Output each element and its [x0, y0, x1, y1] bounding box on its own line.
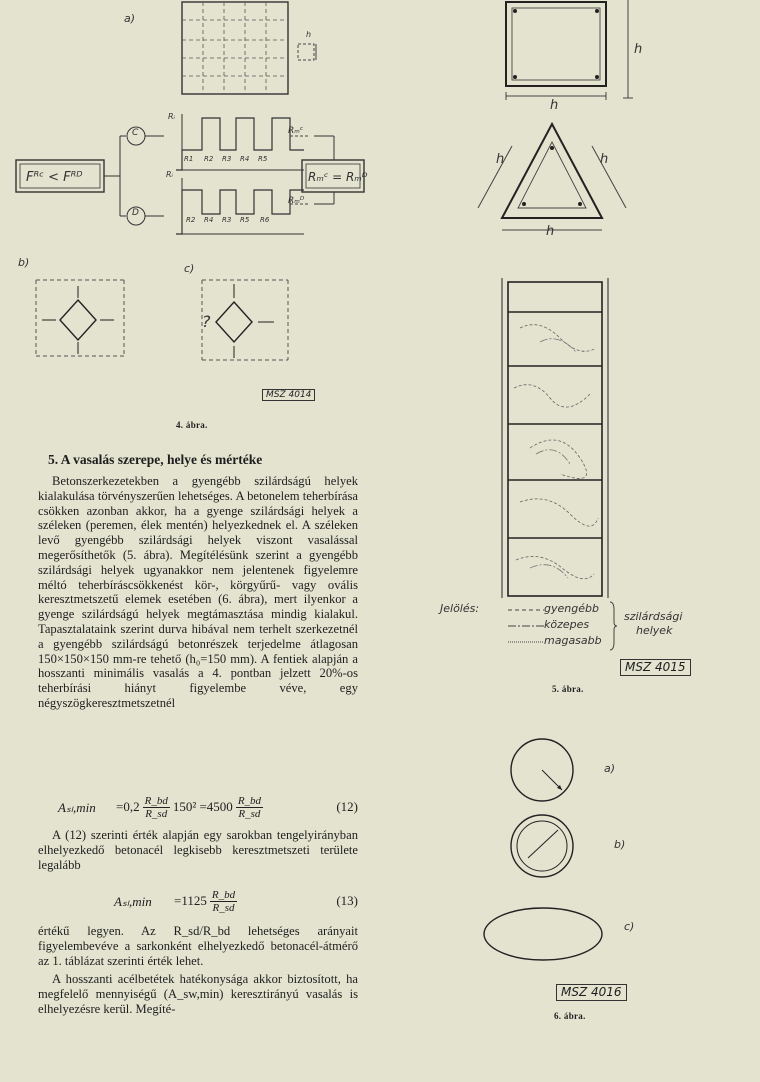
fig4-question: ?	[202, 312, 211, 331]
legend-line-styles	[508, 608, 548, 648]
formula-term: =1125	[174, 893, 207, 908]
formula-term: 150² =4500	[172, 799, 233, 814]
fraction-denominator: R_sd	[145, 807, 168, 820]
fig4-small-cell	[296, 36, 326, 66]
formula-fraction	[143, 795, 170, 820]
paragraph-4	[38, 972, 358, 1016]
legend-group: szilárdsági	[624, 610, 683, 623]
bar-label: R3	[222, 155, 232, 163]
bar-label: R5	[258, 155, 268, 163]
bar-label: R3	[222, 216, 232, 224]
fig6-label-a: a)	[604, 762, 616, 775]
fig5-h-tri-left: h	[496, 152, 505, 167]
legend-group: helyek	[636, 624, 673, 637]
formula-13	[38, 884, 358, 918]
formula-lhs: Aₛₗ,min	[114, 894, 152, 909]
formula-rhs	[174, 884, 240, 918]
fig6-stamp: MSZ 4016	[556, 984, 627, 1001]
fig4-circle-d: D	[132, 208, 139, 218]
fig5-column-elevation	[500, 278, 620, 600]
formula-12	[38, 790, 358, 824]
fig4-box-left: Fᴿᶜ < Fᴿᴰ	[26, 170, 83, 185]
bar-label: R6	[260, 216, 270, 224]
formula-fraction	[236, 795, 263, 820]
formula-number: (12)	[336, 799, 358, 814]
bar-label: R2	[204, 155, 214, 163]
fig5-h-tri-right: h	[600, 152, 609, 167]
paragraph-text: A hosszanti acélbetétek hatékonysága akkor biztosított, ha megfelelő mennyiségű (A_sw,min) keresztirányú vasalás is elhelyezésre kerül. Megíté-	[38, 972, 358, 1016]
formula-lhs: Aₛₗ,min	[58, 800, 96, 815]
legend-prefix: Jelölés:	[440, 602, 480, 615]
fig4-circle-c: C	[132, 128, 139, 138]
legend-item: gyengébb	[544, 602, 599, 615]
formula-number: (13)	[336, 893, 358, 908]
legend-brace	[608, 600, 618, 652]
legend-item: közepes	[544, 618, 590, 631]
paragraph-1	[38, 474, 358, 711]
bar-label: R2	[186, 216, 196, 224]
fig4-ri-top: Rᵢ	[168, 112, 175, 121]
fig4-rmd: Rₘᴰ	[288, 196, 305, 206]
fig4-grid	[180, 0, 292, 98]
fig5-h-bottom: h	[550, 98, 559, 113]
paragraph-text: A (12) szerinti érték alapján egy sarokban tengelyirányban elhelyezkedő betonacél legkisebb keresztmetszeti területe legalább	[38, 828, 358, 872]
fig6-label-b: b)	[614, 838, 626, 851]
fraction-numerator: R_bd	[211, 888, 236, 901]
legend-item: magasabb	[544, 634, 602, 647]
fig4-panel-c	[196, 276, 296, 364]
fig4-panel-c-label: c)	[184, 262, 195, 275]
fraction-numerator: R_bd	[144, 794, 168, 807]
formula-rhs	[116, 790, 266, 824]
fraction-denominator: R_sd	[238, 807, 261, 820]
paragraph-2	[38, 828, 358, 872]
paragraph-3	[38, 924, 358, 968]
bar-label: R5	[240, 216, 250, 224]
paragraph-text: Betonszerkezetekben a gyengébb szilárdságú helyek kialakulása törvényszerűen lehetséges. A betonelem teherbírása csökken azonban akkor, ha a gyenge szilárdsági helyek a széleken (peremen, élek mentén) helyezkednek el. A széleken levő gyengébb szilárdsági helyek viszont vasalással megerősíthetők (5. ábra). Megítélésünk szerint a gyengébb szilárdsági helyek ugyanakkor nem jelentenek figyelemre méltó teherbíráscsökkenést kör-, körgyűrű- vagy ovális keresztmetszetű elemek esetében (6. ábra), mert ilyenkor a gyenge szilárdságú helyek megtámasztása mindig kialakul. Tapasztalataink szerint durva hibával nem terhelt szerkezetnél a gyengébb szilárdságú betonrészek terjedelme átlagosan 150×150×150 mm-re tehető (h₀=150 mm). A fentiek alapján a hosszanti minimális vasalás a 4. pontban jelzett 20%-os teherbírási hiányt figyelembe véve, egy négyszögkeresztmetszetnél	[38, 474, 358, 710]
fig6-caption: 6. ábra.	[554, 1011, 586, 1021]
fig4-rmc: Rₘᶜ	[288, 126, 304, 136]
fig5-h-right: h	[634, 42, 643, 57]
fig4-panel-a-label: a)	[124, 12, 136, 25]
paragraph-text: értékű legyen. Az R_sd/R_bd lehetséges arányait figyelembevéve a sarkonként elhelyezkedő betonacél-átmérő az 1. táblázat szerinti érték lehet.	[38, 924, 358, 968]
fig4-box-right: Rₘᶜ = Rₘᴰ	[308, 170, 368, 184]
fig4-stamp: MSZ 4014	[262, 389, 315, 401]
formula-term: =0,2	[116, 799, 140, 814]
fig4-caption: 4. ábra.	[176, 420, 208, 430]
fraction-numerator: R_bd	[237, 794, 262, 807]
fig4-ri-bottom: Rᵢ	[166, 170, 173, 179]
fig5-caption: 5. ábra.	[552, 684, 584, 694]
fig5-stamp: MSZ 4015	[620, 659, 691, 676]
formula-fraction	[210, 889, 237, 914]
bar-label: R1	[184, 155, 194, 163]
bar-label: R4	[204, 216, 214, 224]
fig5-triangle-section	[472, 118, 632, 236]
fraction-denominator: R_sd	[212, 901, 235, 914]
fig4-h-label: h	[306, 30, 312, 39]
bar-label: R4	[240, 155, 250, 163]
fig6-shapes	[480, 738, 620, 978]
fig4-panel-b-label: b)	[18, 256, 30, 269]
fig6-label-c: c)	[624, 920, 635, 933]
fig5-square-section	[498, 0, 648, 112]
fig4-panel-b	[34, 276, 130, 360]
section-heading: 5. A vasalás szerepe, helye és mértéke	[48, 452, 263, 467]
fig5-h-tri-bottom: h	[546, 224, 555, 239]
